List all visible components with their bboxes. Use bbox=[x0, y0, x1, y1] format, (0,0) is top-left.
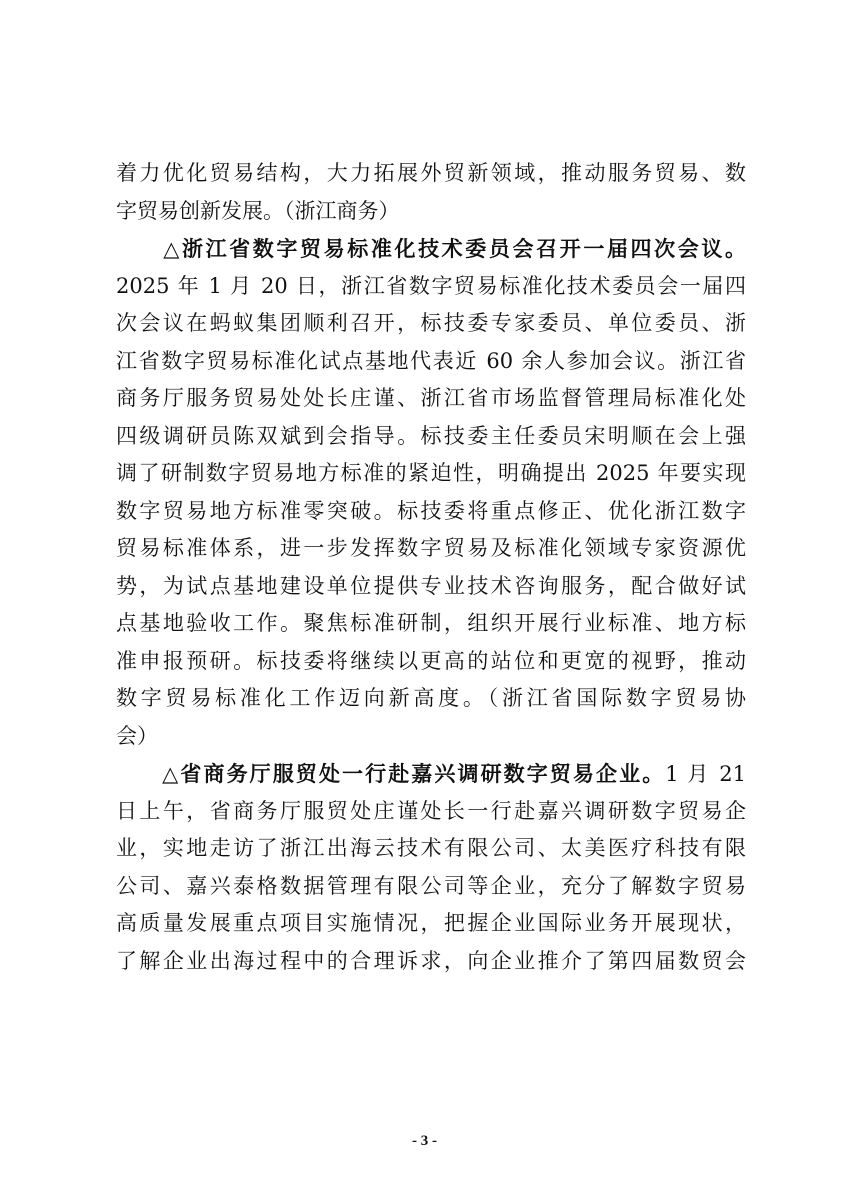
line-text: 点基地验收工作。聚焦标准研制，组织开展行业标准、地方标 bbox=[116, 611, 746, 635]
text-line bbox=[116, 680, 746, 718]
text-line bbox=[116, 343, 746, 381]
text-line bbox=[116, 868, 746, 906]
body-text bbox=[116, 155, 746, 980]
text-line bbox=[116, 830, 746, 868]
text-line bbox=[116, 380, 746, 418]
text-line bbox=[116, 943, 746, 981]
line-text: 势，为试点基地建设单位提供专业技术咨询服务，配合做好试 bbox=[116, 573, 746, 598]
text-line bbox=[116, 455, 746, 493]
text-line bbox=[116, 905, 746, 943]
text-line bbox=[116, 230, 746, 268]
line-text: 商务厅服务贸易处处长庄谨、浙江省市场监督管理局标准化处 bbox=[116, 386, 746, 410]
line-text: 数字贸易地方标准零突破。标技委将重点修正、优化浙江数字 bbox=[116, 498, 746, 523]
line-text: 数字贸易标准化工作迈向新高度。（浙江省国际数字贸易协 bbox=[116, 686, 746, 710]
text-line bbox=[116, 530, 746, 568]
line-text: 高质量发展重点项目实施情况，把握企业国际业务开展现状， bbox=[116, 911, 746, 935]
page-number: - 3 - bbox=[412, 1133, 437, 1149]
text-line bbox=[116, 755, 746, 793]
line-text: 公司、嘉兴泰格数据管理有限公司等企业，充分了解数字贸易 bbox=[116, 873, 746, 898]
text-line bbox=[116, 193, 746, 231]
line-text: 字贸易创新发展。（浙江商务） bbox=[116, 198, 400, 223]
line-text: 1 月 21 bbox=[665, 762, 746, 786]
line-text: 业，实地走访了浙江出海云技术有限公司、太美医疗科技有限 bbox=[116, 836, 746, 860]
line-text: 贸易标准体系，进一步发挥数字贸易及标准化领域专家资源优 bbox=[116, 536, 746, 560]
text-line bbox=[116, 718, 746, 756]
line-text: 着力优化贸易结构，大力拓展外贸新领域，推动服务贸易、数 bbox=[116, 161, 746, 185]
text-line bbox=[116, 568, 746, 606]
line-text: 准申报预研。标技委将继续以更高的站位和更宽的视野，推动 bbox=[116, 648, 746, 673]
text-line bbox=[116, 418, 746, 456]
text-line bbox=[116, 793, 746, 831]
news-heading: △省商务厅服贸处一行赴嘉兴调研数字贸易企业。 bbox=[116, 761, 666, 786]
line-text: 江省数字贸易标准化试点基地代表近 60 余人参加会议。浙江省 bbox=[116, 348, 746, 373]
text-line bbox=[116, 268, 746, 306]
text-line bbox=[116, 493, 746, 531]
line-text: 日上午，省商务厅服贸处庄谨处长一行赴嘉兴调研数字贸易企 bbox=[116, 798, 746, 823]
text-line bbox=[116, 643, 746, 681]
news-heading: △浙江省数字贸易标准化技术委员会召开一届四次会议。 bbox=[116, 236, 746, 261]
line-text: 次会议在蚂蚁集团顺利召开，标技委专家委员、单位委员、浙 bbox=[116, 311, 746, 335]
line-text: 了解企业出海过程中的合理诉求，向企业推介了第四届数贸会 bbox=[116, 948, 746, 973]
line-text: 2025 年 1 月 20 日，浙江省数字贸易标准化技术委员会一届四 bbox=[116, 273, 746, 298]
text-line bbox=[116, 305, 746, 343]
text-line bbox=[116, 605, 746, 643]
line-text: 四级调研员陈双斌到会指导。标技委主任委员宋明顺在会上强 bbox=[116, 423, 746, 448]
line-text: 会） bbox=[116, 723, 158, 748]
text-line bbox=[116, 155, 746, 193]
line-text: 调了研制数字贸易地方标准的紧迫性，明确提出 2025 年要实现 bbox=[116, 461, 746, 485]
